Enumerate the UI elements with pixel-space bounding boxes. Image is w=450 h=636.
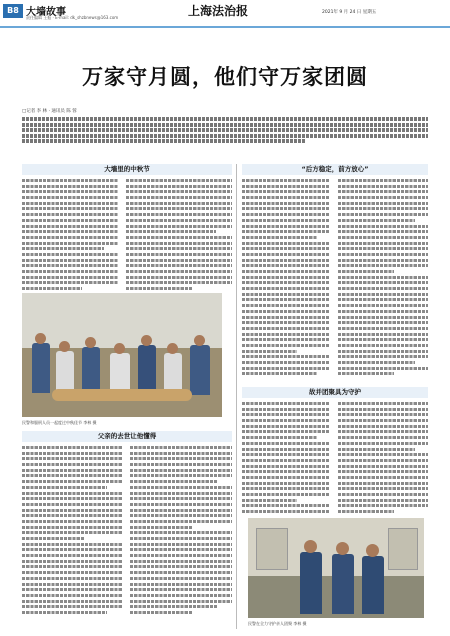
- section-heading-rear-stable: “后方稳定，前方放心”: [242, 164, 428, 175]
- text-column-4: [338, 179, 428, 378]
- intro-paragraph: [22, 117, 428, 145]
- section-heading-mid-autumn: 大墙里的中秋节: [22, 164, 232, 175]
- masthead-rule: [0, 26, 450, 28]
- text-column-2: [126, 179, 232, 293]
- newspaper-title: 上海法治报: [188, 4, 249, 18]
- photo-mid-autumn-gathering: [22, 293, 222, 417]
- text-column-8: [338, 402, 428, 516]
- section-heading-guard-reunion: 故并团聚具为守护: [242, 387, 428, 398]
- photo-guard-reunion: [248, 518, 424, 618]
- section-heading-father: 父亲的去世让他懂得: [22, 431, 232, 442]
- page-number-logo: B8: [3, 4, 23, 18]
- main-headline: 万家守月圆，他们守万家团圆: [82, 65, 368, 89]
- text-column-5: [22, 446, 122, 617]
- byline: □记者 李 林 · 通讯员 陈 蓉: [22, 109, 77, 114]
- issue-date: 2021年 9 月 24 日 星期五: [322, 10, 377, 15]
- column-divider: [236, 164, 237, 629]
- masthead: [0, 0, 450, 26]
- editor-info: 责任编辑 王振 · E-mail: dk_shzbnews@163.com: [26, 15, 119, 20]
- section-title: 大墙故事: [26, 7, 66, 18]
- photo-caption-2: 民警在全力守护亲人团聚 李林 摄: [248, 621, 307, 626]
- text-column-3: [242, 179, 330, 378]
- text-column-6: [130, 446, 232, 617]
- photo-caption-1: 民警和服刑人员一起度过中秋佳节 李林 摄: [22, 420, 97, 425]
- text-column-1: [22, 179, 118, 293]
- text-column-7: [242, 402, 330, 516]
